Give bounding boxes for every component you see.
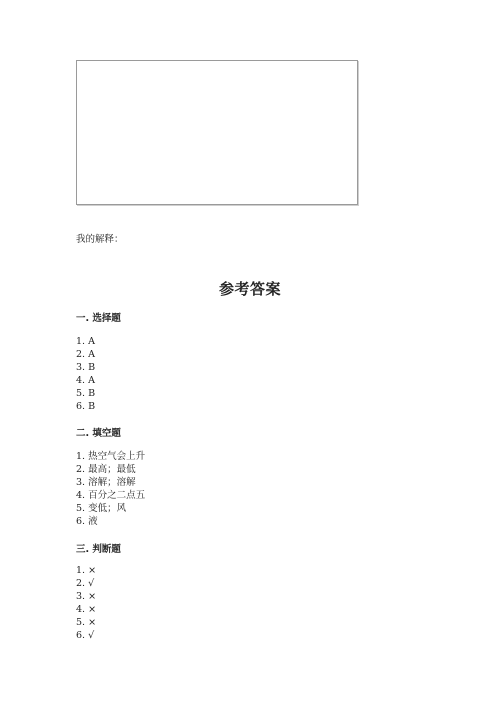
list-item: 2. √ [76,578,95,589]
list-item: 6. B [76,401,96,412]
section-heading-judge: 三. 判断题 [76,544,121,555]
section-heading-choice: 一. 选择题 [76,313,121,324]
choice-answer-list [76,335,95,413]
answer-box [76,60,358,205]
list-item: 5. × [76,617,97,628]
list-item: 4. 百分之二点五 [76,490,146,501]
list-item: 6. √ [76,630,95,641]
list-item: 2. A [76,349,95,360]
explanation-label: 我的解释： [76,234,124,245]
list-item: 1. 热空气会上升 [76,451,146,462]
list-item: 1. × [76,565,97,576]
fill-answer-list [76,450,145,528]
list-item: 6. 液 [76,516,98,527]
list-item: 3. × [76,591,97,602]
list-item: 2. 最高；最低 [76,464,136,475]
judge-answer-list [76,564,96,642]
answer-key-title: 参考答案 [218,280,281,298]
list-item: 1. A [76,336,95,347]
section-heading-fill: 二. 填空题 [76,428,121,439]
list-item: 4. × [76,604,97,615]
list-item: 5. B [76,388,96,399]
list-item: 5. 变低；风 [76,503,127,514]
list-item: 3. 溶解；溶解 [76,477,136,488]
list-item: 4. A [76,375,95,386]
list-item: 3. B [76,362,96,373]
